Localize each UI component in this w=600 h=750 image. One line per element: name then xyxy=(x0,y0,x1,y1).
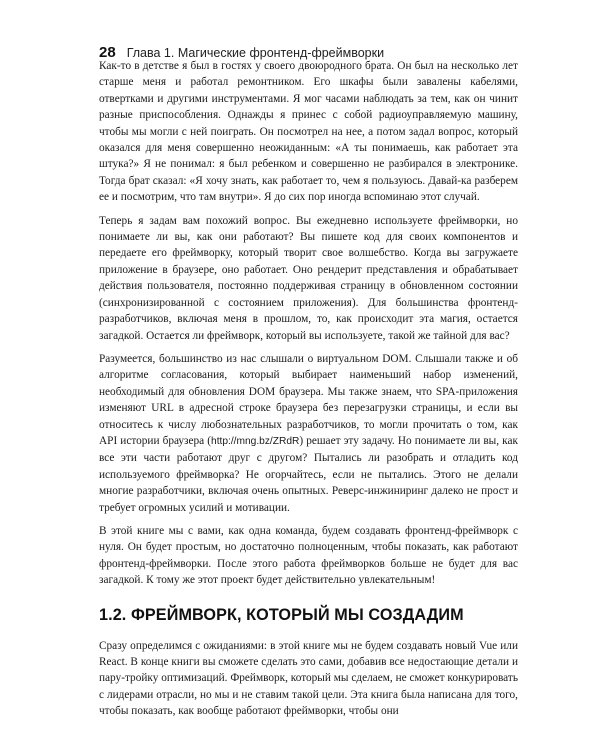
history-api-url: http://mng.bz/ZRdR xyxy=(211,435,300,447)
paragraph-text-before-url: Разумеется, большинство из нас слышали о виртуальном DOM. Слышали также и об алгоритме согласования, который выбирает наименьший набор изменений, необходимый для обновления DOM браузера. Мы также знаем, что SPA-приложения изменяют URL в адресной строке браузера без перезагрузки страницы, и если вы относитесь к числу любознательных разработчиков, то могли прочитать о том, как API истории браузера ( xyxy=(99,352,518,447)
page-number: 28 xyxy=(99,44,116,61)
section-heading: 1.2. ФРЕЙМВОРК, КОТОРЫЙ МЫ СОЗДАДИМ xyxy=(99,605,464,624)
paragraph-framework-question: Теперь я задам вам похожий вопрос. Вы ежедневно используете фреймворки, но понимаете ли вы, как они работают? Вы пишете код для своих компонентов и передаете его фреймворку, который творит свое волшебство. Когда вы загружаете приложение в браузере, оно работает. Оно рендерит представления и обрабатывает действия пользователя, постоянно поддерживая страницу в обновленном состоянии (синхронизированной с состоянием приложения). Для большинства фронтенд-разработчиков, включая меня в прошлом, то, как происходит эта магия, остается загадкой. Остается ли фреймворк, который вы используете, такой же тайной для вас? xyxy=(99,214,518,342)
running-head: Глава 1. Магические фронтенд-фреймворки xyxy=(126,46,385,60)
paragraph-book-goal: В этой книге мы с вами, как одна команда, будем создавать фронтенд-фреймворк с нуля. Он будет простым, но достаточно полноценным, чтобы показать, как работают фронтенд-фреймворки. После этого работа фреймворков больше не будет для вас загадкой. К тому же этот проект будет действительно увлекательным! xyxy=(99,524,518,587)
paragraph-text-after-url: ) решает эту задачу. Но понимаете ли вы, как все эти части работают друг с другом? Пытались ли разобрать и отладить код используемого фреймворка? Не огорчайтесь, если не пытались. Этого не делали многие разработчики, включая очень опытных. Реверс-инжиниринг далеко не прост и требует огромных усилий и мотивации. xyxy=(99,434,518,514)
paragraph-expectations: Сразу определимся с ожиданиями: в этой книге мы не будем создавать новый Vue или React. В конце книги вы сможете сделать это сами, добавив все недостающие детали и пару-тройку оптимизаций. Фреймворк, который мы сделаем, не сможет конкурировать с лидерами отрасли, но мы и не ставим такой цели. Эта книга была написана для того, чтобы показать, как вообще работают фреймворки, чтобы они xyxy=(99,639,518,718)
paragraph-childhood-story: Как-то в детстве я был в гостях у своего двоюродного брата. Он был на несколько лет старше меня и работал ремонтником. Его шкафы были завалены кабелями, отвертками и другими инструментами. Я мог часами наблюдать за тем, как он чинит разные приспособления. Однажды я принес с собой радиоуправляемую машину, чтобы мы могли с ней поиграть. Он посмотрел на нее, а потом задал вопрос, который оказался для меня совершенно неожиданным: «А ты понимаешь, как работает эта штука?» Я не понимал: я был ребенком и совершенно не разбирался в электронике. Тогда брат сказал: «Я хочу знать, как работает то, чем я пользуюсь. Давай-ка разберем ее и посмотрим, что там внутри». Я до сих пор иногда вспоминаю этот случай. xyxy=(99,60,518,204)
page-body xyxy=(99,58,518,727)
paragraph-virtual-dom xyxy=(99,351,518,516)
